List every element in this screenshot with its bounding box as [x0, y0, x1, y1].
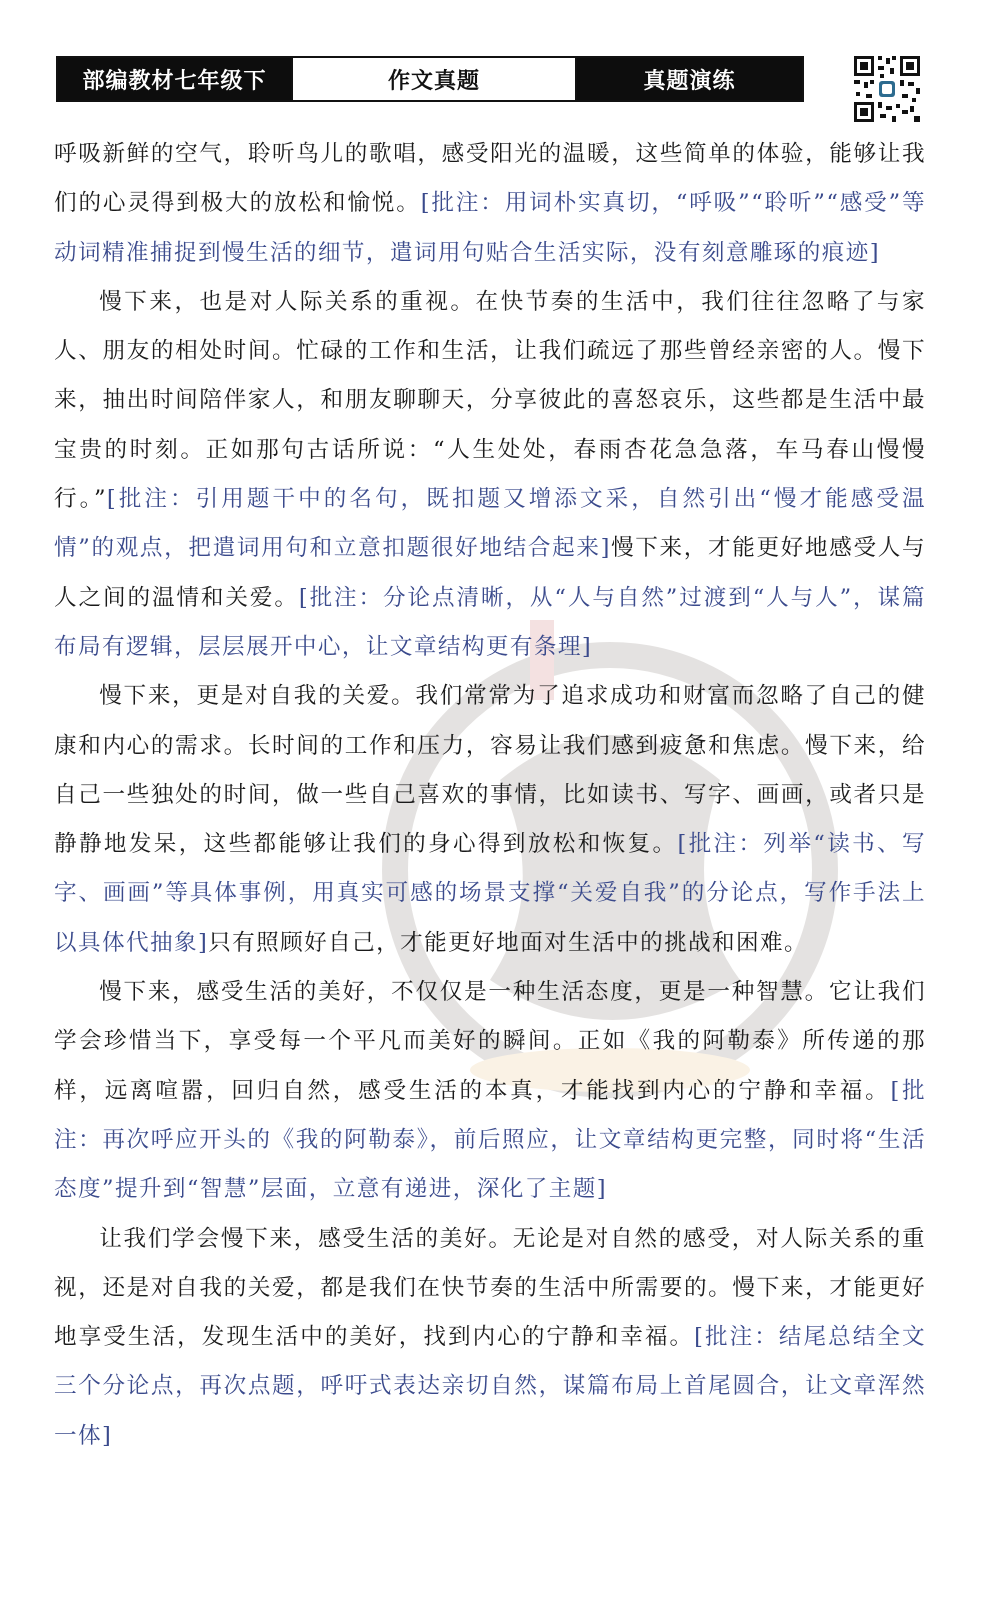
header-bar [56, 56, 804, 102]
paragraph-3-annotation: [批注：列举“读书、写字、画画”等具体事例，用真实可感的场景支撑“关爱自我”的分论点，写作手法上以具体代抽象] [54, 831, 927, 956]
header-grade-label: 部编教材七年级下 [58, 58, 291, 100]
paragraph-2-text: 慢下来，也是对人际关系的重视。在快节奏的生活中，我们往往忽略了与家人、朋友的相处时间。忙碌的工作和生活，让我们疏远了那些曾经亲密的人。慢下来，抽出时间陪伴家人，和朋友聊聊天，分享彼此的喜怒哀乐，这些都是生活中最宝贵的时刻。正如那句古话所说：“人生处处，春雨杏花急急落，车马春山慢慢行。” [54, 288, 926, 513]
paragraph-4-text: 慢下来，感受生活的美好，不仅仅是一种生活态度，更是一种智慧。它让我们学会珍惜当下，享受每一个平凡而美好的瞬间。正如《我的阿勒泰》所传递的那样，远离喧嚣，回归自然，感受生活的本真，才能找到内心的宁静和幸福。 [54, 979, 926, 1104]
paragraph-3 [54, 672, 926, 968]
paragraph-1-text: 呼吸新鲜的空气，聆听鸟儿的歌唱，感受阳光的温暖，这些简单的体验，能够让我们的心灵得到极大的放松和愉悦。 [54, 141, 926, 217]
paragraph-4-annotation: [批注：再次呼应开头的《我的阿勒泰》，前后照应，让文章结构更完整，同时将“生活态度”提升到“智慧”层面，立意有递进，深化了主题] [54, 1077, 926, 1203]
paragraph-2-annotation-2: [批注：分论点清晰，从“人与自然”过渡到“人与人”，谋篇布局有逻辑，层层展开中心，让文章结构更有条理] [54, 584, 927, 660]
paragraph-2-continuation: 慢下来，才能更好地感受人与人之间的温情和关爱。 [54, 535, 926, 611]
paragraph-3-text: 慢下来，更是对自我的关爱。我们常常为了追求成功和财富而忽略了自己的健康和内心的需求。长时间的工作和压力，容易让我们感到疲惫和焦虑。慢下来，给自己一些独处的时间，做一些自己喜欢的事情，比如读书、写字、画画，或者只是静静地发呆，这些都能够让我们的身心得到放松和恢复。 [54, 683, 926, 858]
paragraph-1-annotation: [批注：用词朴实真切，“呼吸”“聆听”“感受”等动词精准捕捉到慢生活的细节，遣词用句贴合生活实际，没有刻意雕琢的痕迹] [54, 190, 927, 266]
paragraph-5-text: 让我们学会慢下来，感受生活的美好。无论是对自然的感受，对人际关系的重视，还是对自我的关爱，都是我们在快节奏的生活中所需要的。慢下来，才能更好地享受生活，发现生活中的美好，找到内心的宁静和幸福。 [54, 1225, 926, 1351]
paragraph-2-annotation: [批注：引用题干中的名句，既扣题又增添文采，自然引出“慢才能感受温情”的观点，把遣词用句和立意扣题很好地结合起来] [54, 486, 926, 562]
paragraph-5 [54, 1215, 926, 1461]
header-title: 作文真题 [291, 58, 577, 100]
paragraph-2 [54, 278, 926, 672]
header-section-label: 真题演练 [577, 58, 802, 100]
qr-code-icon[interactable] [852, 54, 922, 124]
paragraph-4 [54, 968, 926, 1214]
paragraph-3-continuation: 只有照顾好自己，才能更好地面对生活中的挑战和困难。 [208, 929, 809, 956]
essay-body [54, 130, 926, 1461]
paragraph-1 [54, 130, 926, 278]
paragraph-5-annotation: [批注：结尾总结全文三个分论点，再次点题，呼吁式表达亲切自然，谋篇布局上首尾圆合，让文章浑然一体] [54, 1324, 926, 1449]
